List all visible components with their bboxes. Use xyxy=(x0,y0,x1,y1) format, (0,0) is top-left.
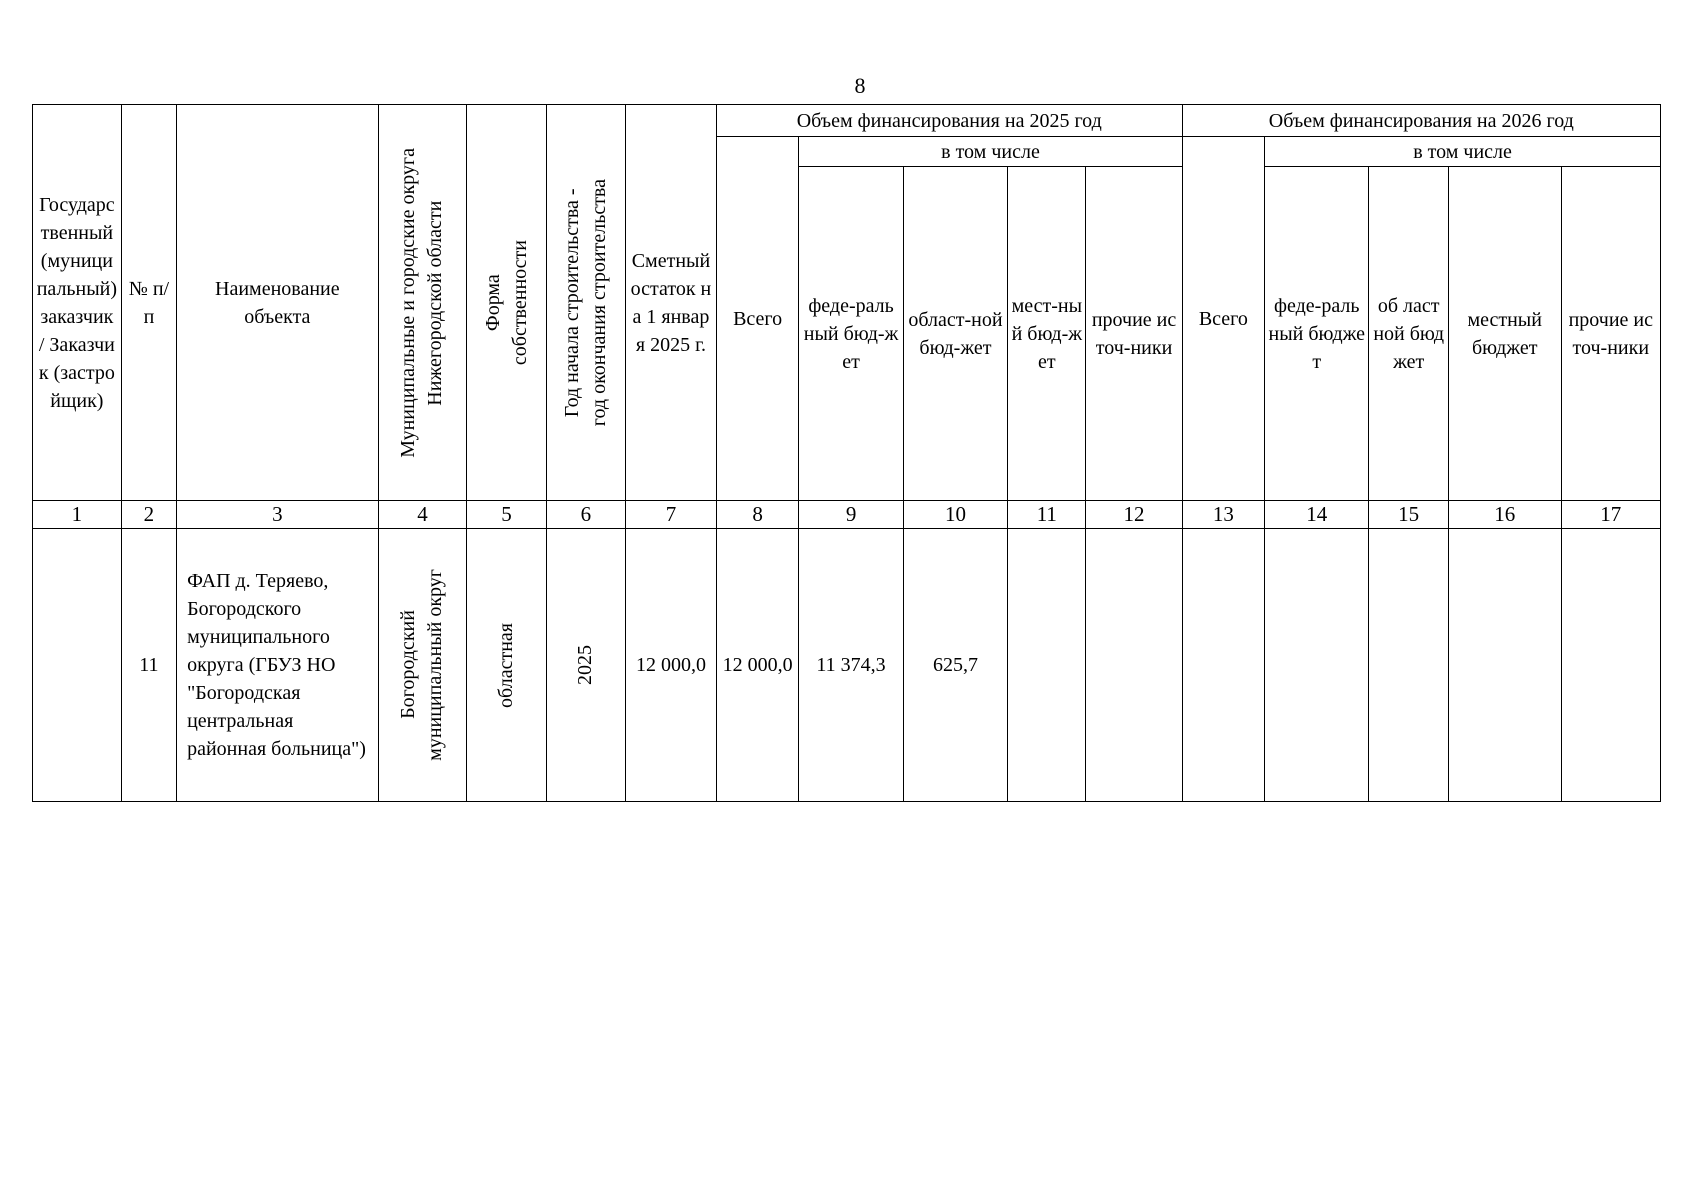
column-number: 12 xyxy=(1086,501,1182,529)
header-group-2026: Объем финансирования на 2026 год xyxy=(1182,105,1660,137)
cell-local-2026 xyxy=(1448,529,1561,802)
header-local-2026: местный бюджет xyxy=(1448,167,1561,501)
column-number: 15 xyxy=(1369,501,1448,529)
column-number: 16 xyxy=(1448,501,1561,529)
header-total-2026: Всего xyxy=(1182,137,1264,501)
header-other-2026: прочие источ-ники xyxy=(1561,167,1660,501)
column-number: 14 xyxy=(1265,501,1369,529)
column-number: 11 xyxy=(1008,501,1086,529)
column-number: 9 xyxy=(799,501,903,529)
header-object-name: Наименование объекта xyxy=(177,105,379,501)
header-including-2026: в том числе xyxy=(1265,137,1661,167)
column-number: 1 xyxy=(33,501,122,529)
cell-regional-2025: 625,7 xyxy=(903,529,1007,802)
column-number: 2 xyxy=(121,501,176,529)
header-federal-2025: феде-раль ный бюд-жет xyxy=(799,167,903,501)
column-number: 7 xyxy=(626,501,717,529)
cell-years xyxy=(546,529,625,802)
header-federal-2026: феде-раль ный бюджет xyxy=(1265,167,1369,501)
header-district-line1: Муниципальные и городские округа xyxy=(397,147,420,458)
header-number: № п/п xyxy=(121,105,176,501)
header-years xyxy=(546,105,625,501)
cell-other-2026 xyxy=(1561,529,1660,802)
column-number: 4 xyxy=(378,501,467,529)
header-other-2025: прочие источ-ники xyxy=(1086,167,1182,501)
header-ownership-line2: собственности xyxy=(508,239,531,366)
header-regional-2026: об ласт ной бюд жет xyxy=(1369,167,1448,501)
header-group-2025: Объем финансирования на 2025 год xyxy=(716,105,1182,137)
cell-district xyxy=(378,529,467,802)
cell-number: 11 xyxy=(121,529,176,802)
header-district xyxy=(378,105,467,501)
page-number: 8 xyxy=(854,73,866,98)
header-ownership xyxy=(467,105,546,501)
header-ownership-line1: Форма xyxy=(481,274,504,331)
cell-years-text: 2025 xyxy=(574,645,597,685)
header-regional-2025: област-ной бюд-жет xyxy=(903,167,1007,501)
column-number: 17 xyxy=(1561,501,1660,529)
column-number: 10 xyxy=(903,501,1007,529)
cell-ownership xyxy=(467,529,546,802)
cell-estimated-balance: 12 000,0 xyxy=(626,529,717,802)
cell-district-line1: Богородский xyxy=(397,610,420,720)
column-number: 13 xyxy=(1182,501,1264,529)
cell-total-2026 xyxy=(1182,529,1264,802)
column-number: 6 xyxy=(546,501,625,529)
cell-federal-2025: 11 374,3 xyxy=(799,529,903,802)
cell-regional-2026 xyxy=(1369,529,1448,802)
header-including-2025: в том числе xyxy=(799,137,1182,167)
column-number: 3 xyxy=(177,501,379,529)
header-estimated-balance: Сметный остаток на 1 января 2025 г. xyxy=(626,105,717,501)
table-row xyxy=(33,529,1661,802)
cell-district-line2: муниципальный округ xyxy=(424,569,447,761)
header-years-line2: год окончания строительства xyxy=(587,178,610,427)
header-customer: Государственный (муниципальный) заказчик / Заказчик (застройщик) xyxy=(33,105,122,501)
cell-local-2025 xyxy=(1008,529,1086,802)
column-number: 5 xyxy=(467,501,546,529)
column-number: 8 xyxy=(716,501,798,529)
financing-table xyxy=(32,104,1661,802)
cell-customer xyxy=(33,529,122,802)
column-numbers-row xyxy=(33,501,1661,529)
header-total-2025: Всего xyxy=(716,137,798,501)
header-district-line2: Нижегородской области xyxy=(424,199,447,406)
header-local-2025: мест-ный бюд-жет xyxy=(1008,167,1086,501)
cell-ownership-text: областная xyxy=(495,622,518,708)
cell-federal-2026 xyxy=(1265,529,1369,802)
cell-object-name: ФАП д. Теряево, Богородского муниципального округа (ГБУЗ НО "Богородская центральная районная больница") xyxy=(177,529,379,802)
cell-other-2025 xyxy=(1086,529,1182,802)
header-years-line1: Год начала строительства - xyxy=(560,188,583,417)
cell-total-2025: 12 000,0 xyxy=(716,529,798,802)
